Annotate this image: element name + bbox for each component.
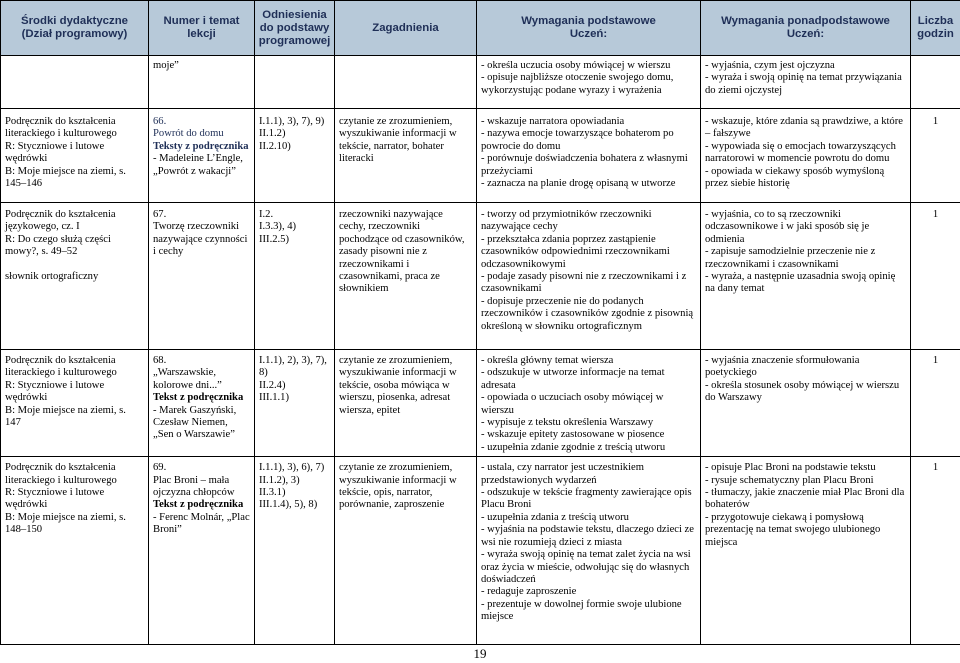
lesson-texts-heading: Teksty z podręcznika (153, 140, 249, 152)
resources-cell (1, 56, 149, 109)
lesson-cell: 68. „Warszawskie, kolorowe dni...” Tekst z podręcznika - Marek Gaszyński, Czesław Niemen, „Sen o Warszawie” (149, 350, 255, 457)
advanced-requirements-cell: - wyjaśnia, czym jest ojczyzna - wyraża i swoją opinię na temat przywiązania do ziemi ojczystej (701, 56, 911, 109)
basic-requirements-cell: - wskazuje narratora opowiadania - nazywa emocje towarzyszące bohaterom po powrocie do domu - porównuje doświadczenia bohatera z własnymi przeżyciami - zaznacza na planie drogę opisaną w utworze (477, 109, 701, 203)
references-cell: I.1.1), 2), 3), 7), 8) II.2.4) III.1.1) (255, 350, 335, 457)
advanced-requirements-cell: - opisuje Plac Broni na podstawie tekstu - rysuje schematyczny plan Placu Broni - tłumaczy, jakie znaczenie miał Plac Broni dla bohaterów - przygotowuje ciekawą i pomysłową prezentację na temat swojego ulubionego miejsca (701, 457, 911, 645)
header-lesson: Numer i temat lekcji (149, 1, 255, 56)
resources-cell: Podręcznik do kształcenia literackiego i kulturowego R: Styczniowe i lutowe wędrówki B: Moje miejsce na ziemi, s. 145–146 (1, 109, 149, 203)
lesson-texts-heading: Tekst z podręcznika (153, 499, 244, 511)
page-number: 19 (473, 646, 487, 661)
hours-cell: 1 (911, 457, 960, 645)
hours-cell: 1 (911, 350, 960, 457)
references-cell: I.2. I.3.3), 4) III.2.5) (255, 203, 335, 350)
topics-cell: czytanie ze zrozumieniem, wyszukiwanie informacji w tekście, osoba mówiąca w wierszu, piosenka, adresat wiersza, epitet (335, 350, 477, 457)
header-basic-requirements: Wymagania podstawowe Uczeń: (477, 1, 701, 56)
references-cell (255, 56, 335, 109)
resources-cell: Podręcznik do kształcenia literackiego i kulturowego R: Styczniowe i lutowe wędrówki B: Moje miejsce na ziemi, s. 147 (1, 350, 149, 457)
lesson-text-reference: - Ferenc Molnár, „Plac Broni” (153, 511, 250, 536)
table-row (1, 203, 960, 350)
basic-requirements-cell: - określa uczucia osoby mówiącej w wierszu - opisuje najbliższe otoczenie swojego domu, wykorzystując podane wyrazy i wyrażenia (477, 56, 701, 109)
topics-cell (335, 56, 477, 109)
topics-cell: rzeczowniki nazywające cechy, rzeczowniki pochodzące od czasowników, zasady pisowni nie z rzeczownikami i czasownikami, praca ze słownikiem (335, 203, 477, 350)
advanced-requirements-cell: - wyjaśnia znaczenie sformułowania poetyckiego - określa stosunek osoby mówiącej w wierszu do Warszawy (701, 350, 911, 457)
lesson-text-reference: - Madeleine L’Engle, „Powrót z wakacji” (153, 153, 243, 177)
header-row (1, 1, 960, 56)
table-row (1, 350, 960, 457)
topics-cell: czytanie ze zrozumieniem, wyszukiwanie informacji w tekście, opis, narrator, porównanie, zaproszenie (335, 457, 477, 645)
table-row (1, 56, 960, 109)
table-row (1, 457, 960, 645)
lesson-text-reference: - Marek Gaszyński, Czesław Niemen, „Sen o Warszawie” (153, 404, 237, 441)
hours-cell: 1 (911, 203, 960, 350)
header-advanced-requirements: Wymagania ponadpodstawowe Uczeń: (701, 1, 911, 56)
references-cell: I.1.1), 3), 7), 9) II.1.2) II.2.10) (255, 109, 335, 203)
resources-cell: Podręcznik do kształcenia językowego, cz. I R: Do czego służą części mowy?, s. 49–52 słownik ortograficzny (1, 203, 149, 350)
basic-requirements-cell: - tworzy od przymiotników rzeczowniki nazywające cechy - przekształca zdania poprzez zastąpienie czasowników odpowiednimi rzeczownikami odczasownikowymi - podaje zasady pisowni nie z rzeczownikami i z czasownikami - dopisuje przeczenie nie do podanych rzeczowników i czasowników zgodnie z pisownią określoną w słowniku ortograficznym (477, 203, 701, 350)
header-resources: Środki dydaktyczne (Dział programowy) (1, 1, 149, 56)
header-hours: Liczba godzin (911, 1, 960, 56)
hours-cell (911, 56, 960, 109)
header-topics: Zagadnienia (335, 1, 477, 56)
hours-cell: 1 (911, 109, 960, 203)
lesson-cell: 69. Plac Broni – mała ojczyzna chłopców Tekst z podręcznika - Ferenc Molnár, „Plac Broni” (149, 457, 255, 645)
header-references: Odniesienia do podstawy programowej (255, 1, 335, 56)
advanced-requirements-cell: - wyjaśnia, co to są rzeczowniki odczasownikowe i w jaki sposób się je odmienia - zapisuje samodzielnie przeczenie nie z rzeczownikami i czasownikami - wyraża, a następnie uzasadnia swoją opinię na dany temat (701, 203, 911, 350)
lesson-cell: 66. Powrót do domu Teksty z podręcznika - Madeleine L’Engle, „Powrót z wakacji” (149, 109, 255, 203)
topics-cell: czytanie ze zrozumieniem, wyszukiwanie informacji w tekście, narrator, bohater literacki (335, 109, 477, 203)
advanced-requirements-cell: - wskazuje, które zdania są prawdziwe, a które – fałszywe - wypowiada się o emocjach towarzyszących narratorowi w momencie powrotu do domu - opowiada w ciekawy sposób wymyśloną przez siebie historię (701, 109, 911, 203)
basic-requirements-cell: - ustala, czy narrator jest uczestnikiem przedstawionych wydarzeń - odszukuje w tekście fragmenty zawierające opis Placu Broni - uzupełnia zdania z treścią utworu - wyjaśnia na podstawie tekstu, dlaczego dzieci ze wsi nie rozumieją dzieci z miasta - wyraża swoją opinię na temat zalet życia na wsi oraz życia w mieście, odwołując się do własnych doświadczeń - redaguje zaproszenie - prezentuje w dowolnej formie swoje ulubione miejsce (477, 457, 701, 645)
lesson-texts-heading: Tekst z podręcznika (153, 392, 244, 404)
resources-cell: Podręcznik do kształcenia literackiego i kulturowego R: Styczniowe i lutowe wędrówki B: Moje miejsce na ziemi, s. 148–150 (1, 457, 149, 645)
lesson-cell: moje” (149, 56, 255, 109)
references-cell: I.1.1), 3), 6), 7) II.1.2), 3) II.3.1) III.1.4), 5), 8) (255, 457, 335, 645)
table-row (1, 109, 960, 203)
lesson-cell: 67. Tworzę rzeczowniki nazywające czynności i cechy (149, 203, 255, 350)
basic-requirements-cell: - określa główny temat wiersza - odszukuje w utworze informacje na temat adresata - opowiada o uczuciach osoby mówiącej w wierszu - wypisuje z tekstu określenia Warszawy - wskazuje epitety zastosowane w piosence - uzupełnia zdanie zgodnie z treścią utworu (477, 350, 701, 457)
